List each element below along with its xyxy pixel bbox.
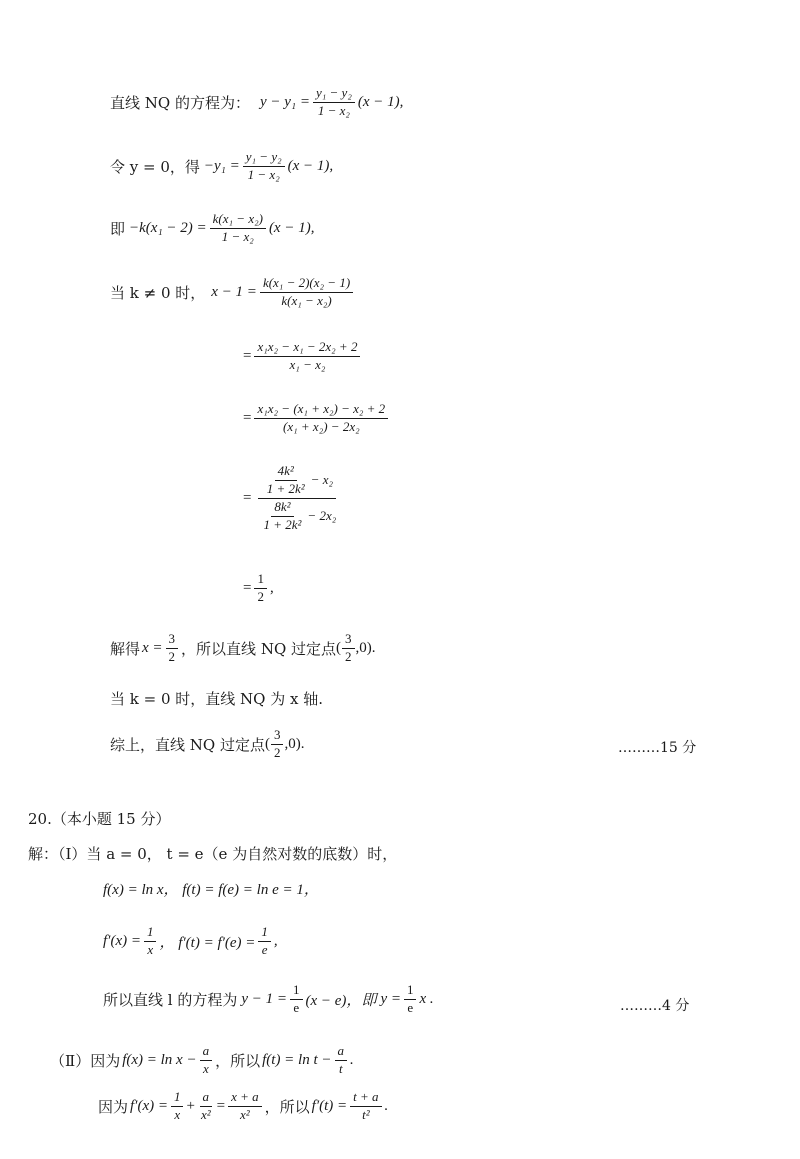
text: 解得 xyxy=(110,639,141,658)
math: y = xyxy=(380,990,401,1007)
line-ie xyxy=(110,212,314,245)
math: f(x) = ln x − xyxy=(122,1051,197,1068)
score-4: ………4 分 xyxy=(620,998,690,1014)
math: + xyxy=(186,1097,195,1114)
math: f′(x) = xyxy=(130,1097,168,1114)
fraction xyxy=(258,925,271,958)
fraction xyxy=(254,340,360,373)
denominator: 2 xyxy=(273,744,281,760)
denominator: 2 xyxy=(345,648,352,664)
equals-sign: = xyxy=(243,409,252,426)
text: 直线 NQ 的方程为： xyxy=(110,93,250,112)
numerator: 1 xyxy=(258,925,271,942)
step-equation-2 xyxy=(243,402,391,435)
denominator: (x₁ + x₂) − 2x₂ xyxy=(283,418,360,434)
denominator: x² xyxy=(240,1106,250,1122)
fraction xyxy=(254,402,388,435)
math: f(t) = ln t − xyxy=(262,1051,332,1068)
math: x − 1 = xyxy=(211,283,257,300)
math: −k(x₁ − 2) = xyxy=(129,219,207,236)
equals-sign: = xyxy=(243,489,252,506)
math: , xyxy=(273,932,278,949)
denominator: 1 − x₂ xyxy=(317,102,350,118)
denominator: 1 + 2k² xyxy=(266,480,305,496)
numerator: 1 xyxy=(171,1090,184,1107)
fraction xyxy=(335,1044,348,1077)
line-k-nonzero xyxy=(110,276,356,309)
line-solve-x xyxy=(110,632,376,665)
fraction xyxy=(342,632,355,665)
numerator: x + a xyxy=(228,1090,262,1107)
text: 所以直线 l 的方程为 xyxy=(103,990,238,1009)
fraction xyxy=(260,276,353,309)
fraction xyxy=(290,983,303,1016)
text: ，所以 xyxy=(215,1051,261,1070)
numerator: 1 xyxy=(290,983,303,1000)
line-part2-derivative xyxy=(98,1090,388,1123)
math: ， f′(t) = f′(e) = xyxy=(159,934,256,951)
denominator: k(x₁ − x₂) xyxy=(281,292,332,308)
equals-sign: = xyxy=(243,579,252,596)
math: f(x) = ln x， f(t) = f(e) = ln e = 1， xyxy=(103,882,319,898)
math: y − y₁ = xyxy=(259,93,310,110)
math: , xyxy=(269,579,274,596)
denominator: 1 + 2k² xyxy=(263,516,302,532)
score-15: ………15 分 xyxy=(618,740,697,756)
math: f′(t) = xyxy=(311,1097,348,1114)
text: 即 xyxy=(110,219,126,238)
math: y − 1 = xyxy=(241,990,287,1007)
line-let-y-zero xyxy=(110,150,333,183)
numerator: a xyxy=(200,1090,213,1107)
numerator: 1 xyxy=(144,925,157,942)
line-f-values xyxy=(103,878,319,899)
math: x . xyxy=(419,990,434,1007)
fraction xyxy=(166,632,179,665)
problem-heading xyxy=(28,808,170,829)
fraction xyxy=(260,500,304,533)
text: 当 k ≠ 0 时， xyxy=(110,283,206,302)
text: ，所以 xyxy=(264,1097,310,1116)
math: ( xyxy=(264,735,270,752)
fraction xyxy=(210,212,266,245)
fraction xyxy=(243,150,285,183)
fraction xyxy=(144,925,157,958)
text: 综上，直线 NQ 过定点 xyxy=(110,735,265,754)
denominator: 2 xyxy=(168,648,176,664)
solution-part1-intro xyxy=(28,843,397,864)
denominator: e xyxy=(261,941,268,957)
fraction xyxy=(200,1044,213,1077)
math: − x₂ xyxy=(310,471,333,487)
denominator: x xyxy=(202,1060,209,1076)
numerator: x₁x₂ − x₁ − 2x₂ + 2 xyxy=(254,340,360,357)
numerator: a xyxy=(200,1044,213,1061)
numerator: k(x₁ − x₂) xyxy=(210,212,266,229)
denominator: 1 − x₂ xyxy=(221,228,254,244)
denominator: 2 xyxy=(257,588,264,604)
numerator xyxy=(258,464,336,499)
text: ，所以直线 NQ 过定点 xyxy=(181,639,337,658)
numerator: 3 xyxy=(166,632,179,649)
denominator: t xyxy=(338,1060,343,1076)
math: (x − 1), xyxy=(287,157,334,174)
denominator xyxy=(254,499,339,533)
text: 当 k = 0 时，直线 NQ 为 x 轴. xyxy=(110,690,323,708)
numerator: k(x₁ − 2)(x₂ − 1) xyxy=(260,276,353,293)
line-nq-equation xyxy=(110,86,403,119)
line-conclusion xyxy=(110,728,304,761)
step-equation-3 xyxy=(243,464,342,533)
line-k-zero xyxy=(110,688,323,709)
numerator: 3 xyxy=(342,632,355,649)
math: (x − 1), xyxy=(357,93,404,110)
text: （Ⅱ）因为 xyxy=(50,1051,121,1070)
line-tangent-equation xyxy=(103,983,434,1016)
fraction xyxy=(171,1090,184,1123)
fraction xyxy=(264,464,308,497)
line-derivatives xyxy=(103,925,278,958)
denominator: x₁ − x₂ xyxy=(289,356,326,372)
denominator: x xyxy=(147,941,154,957)
denominator: t² xyxy=(362,1106,370,1122)
text: 因为 xyxy=(98,1097,129,1116)
numerator: y₁ − y₂ xyxy=(243,150,285,167)
fraction xyxy=(404,983,417,1016)
numerator: 3 xyxy=(271,728,284,745)
fraction xyxy=(313,86,355,119)
numerator: a xyxy=(335,1044,348,1061)
step-equation-1 xyxy=(243,340,363,373)
math: −y₁ = xyxy=(203,157,240,174)
math: . xyxy=(350,1051,354,1068)
denominator: e xyxy=(407,999,414,1015)
math: f′(x) = xyxy=(103,932,141,949)
compound-fraction xyxy=(254,464,339,533)
math: (x − 1), xyxy=(268,219,315,236)
text: 令 y = 0，得 xyxy=(110,157,200,176)
numerator: 1 xyxy=(404,983,417,1000)
denominator: x xyxy=(174,1106,181,1122)
denominator: 1 − x₂ xyxy=(247,166,280,182)
equals-sign: = xyxy=(216,1097,226,1114)
numerator: 1 xyxy=(254,572,267,589)
fraction xyxy=(228,1090,262,1123)
step-equation-4 xyxy=(243,572,274,605)
math: − 2x₂ xyxy=(307,507,337,523)
numerator: 4k² xyxy=(275,464,297,481)
numerator: 8k² xyxy=(271,500,293,517)
line-part2-fx xyxy=(50,1044,354,1077)
numerator: t + a xyxy=(350,1090,381,1107)
fraction xyxy=(350,1090,381,1123)
math: ( xyxy=(336,639,342,656)
equals-sign: = xyxy=(243,347,252,364)
fraction xyxy=(271,728,284,761)
denominator: x² xyxy=(200,1106,211,1122)
math: x = xyxy=(142,639,163,656)
math: . xyxy=(384,1097,389,1114)
denominator: e xyxy=(293,999,300,1015)
numerator: x₁x₂ − (x₁ + x₂) − x₂ + 2 xyxy=(254,402,388,419)
text: 解：（Ⅰ）当 a = 0， t = e（e 为自然对数的底数）时， xyxy=(28,845,398,863)
numerator: y₁ − y₂ xyxy=(313,86,355,103)
fraction xyxy=(254,572,267,605)
math: ,0). xyxy=(284,735,305,752)
math: ,0). xyxy=(355,639,376,656)
text: 20.（本小题 15 分） xyxy=(28,810,171,828)
fraction xyxy=(198,1090,214,1123)
math: (x − e)，即 xyxy=(305,992,377,1009)
